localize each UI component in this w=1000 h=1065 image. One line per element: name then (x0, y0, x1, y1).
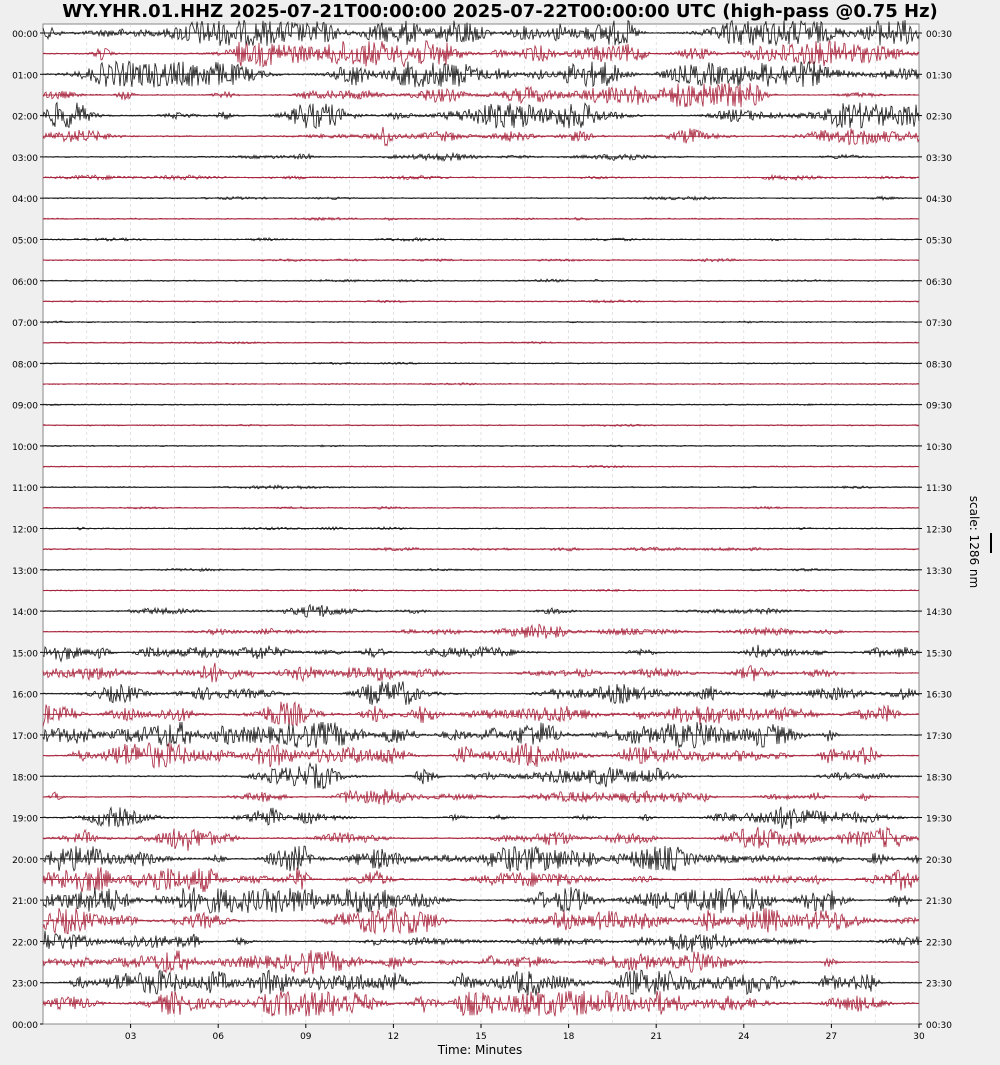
left-time-label: 13:00 (12, 566, 38, 577)
scale-indicator (962, 495, 986, 595)
left-time-label: 08:00 (12, 360, 38, 371)
left-time-label: 10:00 (12, 442, 38, 453)
x-tick-label: 15 (475, 1032, 487, 1042)
x-tick-label: 18 (562, 1032, 575, 1042)
left-time-label: 15:00 (12, 649, 38, 660)
x-tick-label: 30 (913, 1032, 925, 1042)
right-time-label: 20:30 (926, 855, 952, 866)
x-tick-label: 09 (300, 1032, 312, 1042)
left-time-label: 07:00 (12, 319, 38, 330)
right-time-label: 12:30 (926, 525, 952, 536)
left-time-label: 00:00 (12, 1021, 38, 1031)
right-time-label: 13:30 (926, 566, 952, 577)
right-time-label: 16:30 (926, 690, 952, 701)
left-time-label: 04:00 (12, 195, 38, 206)
right-time-label: 05:30 (926, 236, 952, 247)
left-time-label: 02:00 (12, 112, 38, 123)
left-time-label: 23:00 (12, 979, 38, 990)
left-time-label: 00:00 (12, 30, 38, 40)
left-time-label: 18:00 (12, 773, 38, 784)
right-time-label: 00:30 (926, 30, 952, 40)
x-tick-label: 27 (825, 1032, 838, 1042)
x-tick-label: 06 (212, 1032, 224, 1042)
x-axis-label: Time: Minutes (437, 1043, 523, 1057)
left-time-label: 19:00 (12, 814, 38, 825)
left-time-label: 12:00 (12, 525, 38, 536)
right-time-label: 09:30 (926, 401, 952, 412)
right-time-label: 11:30 (926, 484, 952, 495)
left-time-label: 20:00 (12, 855, 38, 866)
left-time-label: 05:00 (12, 236, 38, 247)
left-time-label: 16:00 (12, 690, 38, 701)
left-time-label: 11:00 (12, 484, 38, 495)
left-time-label: 01:00 (12, 71, 38, 82)
chart-title: WY.YHR.01.HHZ 2025-07-21T00:00:00 2025-07-22T00:00:00 UTC (high-pass @0.75 Hz) (62, 1, 938, 22)
right-time-label: 02:30 (926, 112, 952, 123)
x-tick-label: 03 (124, 1032, 137, 1042)
left-time-label: 06:00 (12, 277, 38, 288)
right-time-label: 19:30 (926, 814, 952, 825)
left-time-label: 03:00 (12, 153, 38, 164)
right-time-label: 17:30 (926, 731, 952, 742)
right-time-label: 01:30 (926, 71, 952, 82)
scale-label: scale: 1286 nm (967, 495, 981, 589)
left-time-label: 22:00 (12, 938, 38, 949)
right-time-label: 06:30 (926, 277, 952, 288)
right-time-label: 10:30 (926, 442, 952, 453)
right-time-label: 21:30 (926, 897, 952, 908)
right-time-label: 07:30 (926, 319, 952, 330)
right-time-label: 18:30 (926, 773, 952, 784)
right-time-label: 15:30 (926, 649, 952, 660)
right-time-label: 00:30 (926, 1021, 952, 1031)
right-time-label: 14:30 (926, 608, 952, 619)
left-time-label: 21:00 (12, 897, 38, 908)
right-time-label: 04:30 (926, 195, 952, 206)
right-time-label: 08:30 (926, 360, 952, 371)
x-tick-label: 21 (650, 1032, 662, 1042)
left-time-label: 09:00 (12, 401, 38, 412)
x-tick-label: 12 (387, 1032, 400, 1042)
right-time-label: 03:30 (926, 153, 952, 164)
x-tick-label: 24 (738, 1032, 750, 1042)
left-time-label: 17:00 (12, 731, 38, 742)
left-time-label: 14:00 (12, 608, 38, 619)
right-time-label: 23:30 (926, 979, 952, 990)
right-time-label: 22:30 (926, 938, 952, 949)
